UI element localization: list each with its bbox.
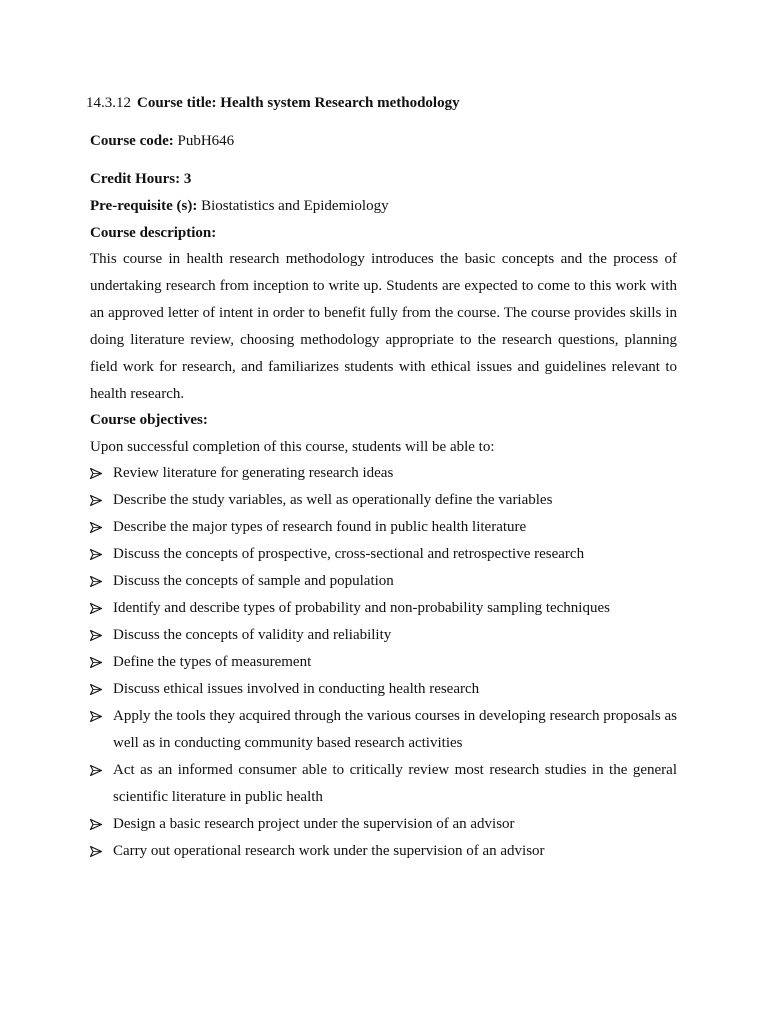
list-item xyxy=(90,676,677,703)
objective-text: Discuss ethical issues involved in conducting health research xyxy=(113,681,480,697)
course-code-value: PubH646 xyxy=(177,133,235,149)
objective-text: Act as an informed consumer able to critically review most research studies in the general scientific literature in public health xyxy=(113,762,677,805)
credit-hours-label: Credit Hours: 3 xyxy=(90,171,192,187)
list-item xyxy=(90,514,677,541)
arrowhead-bullet-icon xyxy=(90,622,104,649)
list-item xyxy=(90,541,677,568)
objective-text: Identify and describe types of probability and non-probability sampling techniques xyxy=(113,600,610,616)
objectives-intro-text: Upon successful completion of this course, students will be able to: xyxy=(90,439,495,455)
objective-text: Discuss the concepts of prospective, cross-sectional and retrospective research xyxy=(113,546,585,562)
objective-text: Describe the major types of research found in public health literature xyxy=(113,519,527,535)
arrowhead-bullet-icon xyxy=(90,838,104,865)
description-label: Course description: xyxy=(90,225,217,241)
list-item xyxy=(90,568,677,595)
list-item xyxy=(90,757,677,811)
prerequisite-value: Biostatistics and Epidemiology xyxy=(201,198,389,214)
objective-text: Discuss the concepts of validity and reliability xyxy=(113,627,392,643)
prerequisite-line xyxy=(90,193,677,220)
objectives-intro xyxy=(90,434,677,461)
arrowhead-bullet-icon xyxy=(90,568,104,595)
list-item xyxy=(90,703,677,757)
list-item xyxy=(90,487,677,514)
arrowhead-bullet-icon xyxy=(90,703,104,730)
arrowhead-bullet-icon xyxy=(90,514,104,541)
list-item xyxy=(90,622,677,649)
prerequisite-label: Pre-requisite (s): xyxy=(90,198,198,214)
course-heading xyxy=(86,93,460,113)
objective-text: Review literature for generating research ideas xyxy=(113,465,394,481)
arrowhead-bullet-icon xyxy=(90,487,104,514)
objective-text: Design a basic research project under the supervision of an advisor xyxy=(113,816,515,832)
course-code-label: Course code: xyxy=(90,133,174,149)
arrowhead-bullet-icon xyxy=(90,595,104,622)
objective-text: Define the types of measurement xyxy=(113,654,312,670)
objectives-heading xyxy=(90,407,677,434)
credit-hours-line xyxy=(90,166,677,193)
list-item xyxy=(90,595,677,622)
course-code-line xyxy=(90,128,677,155)
arrowhead-bullet-icon xyxy=(90,811,104,838)
objectives-label: Course objectives: xyxy=(90,412,208,428)
description-text: This course in health research methodology introduces the basic concepts and the process of undertaking research from inception to write up. Students are expected to come to this work with an approved letter of intent in order to benefit fully from the course. The course provides skills in doing literature review, choosing methodology appropriate to the research questions, planning field work for research, and familiarizes students with ethical issues and guidelines relevant to health research. xyxy=(90,251,677,402)
course-title: Course title: Health system Research methodology xyxy=(137,95,460,111)
arrowhead-bullet-icon xyxy=(90,649,104,676)
objectives-list xyxy=(90,460,677,865)
list-item xyxy=(90,649,677,676)
objective-text: Apply the tools they acquired through the various courses in developing research proposals as well as in conducting community based research activities xyxy=(113,708,677,751)
description-heading xyxy=(90,220,677,247)
arrowhead-bullet-icon xyxy=(90,676,104,703)
list-item xyxy=(90,460,677,487)
arrowhead-bullet-icon xyxy=(90,757,104,784)
arrowhead-bullet-icon xyxy=(90,460,104,487)
objective-text: Describe the study variables, as well as operationally define the variables xyxy=(113,492,553,508)
list-item xyxy=(90,838,677,865)
arrowhead-bullet-icon xyxy=(90,541,104,568)
list-item xyxy=(90,811,677,838)
objective-text: Carry out operational research work under the supervision of an advisor xyxy=(113,843,545,859)
section-number: 14.3.12 xyxy=(86,95,131,111)
objective-text: Discuss the concepts of sample and population xyxy=(113,573,394,589)
